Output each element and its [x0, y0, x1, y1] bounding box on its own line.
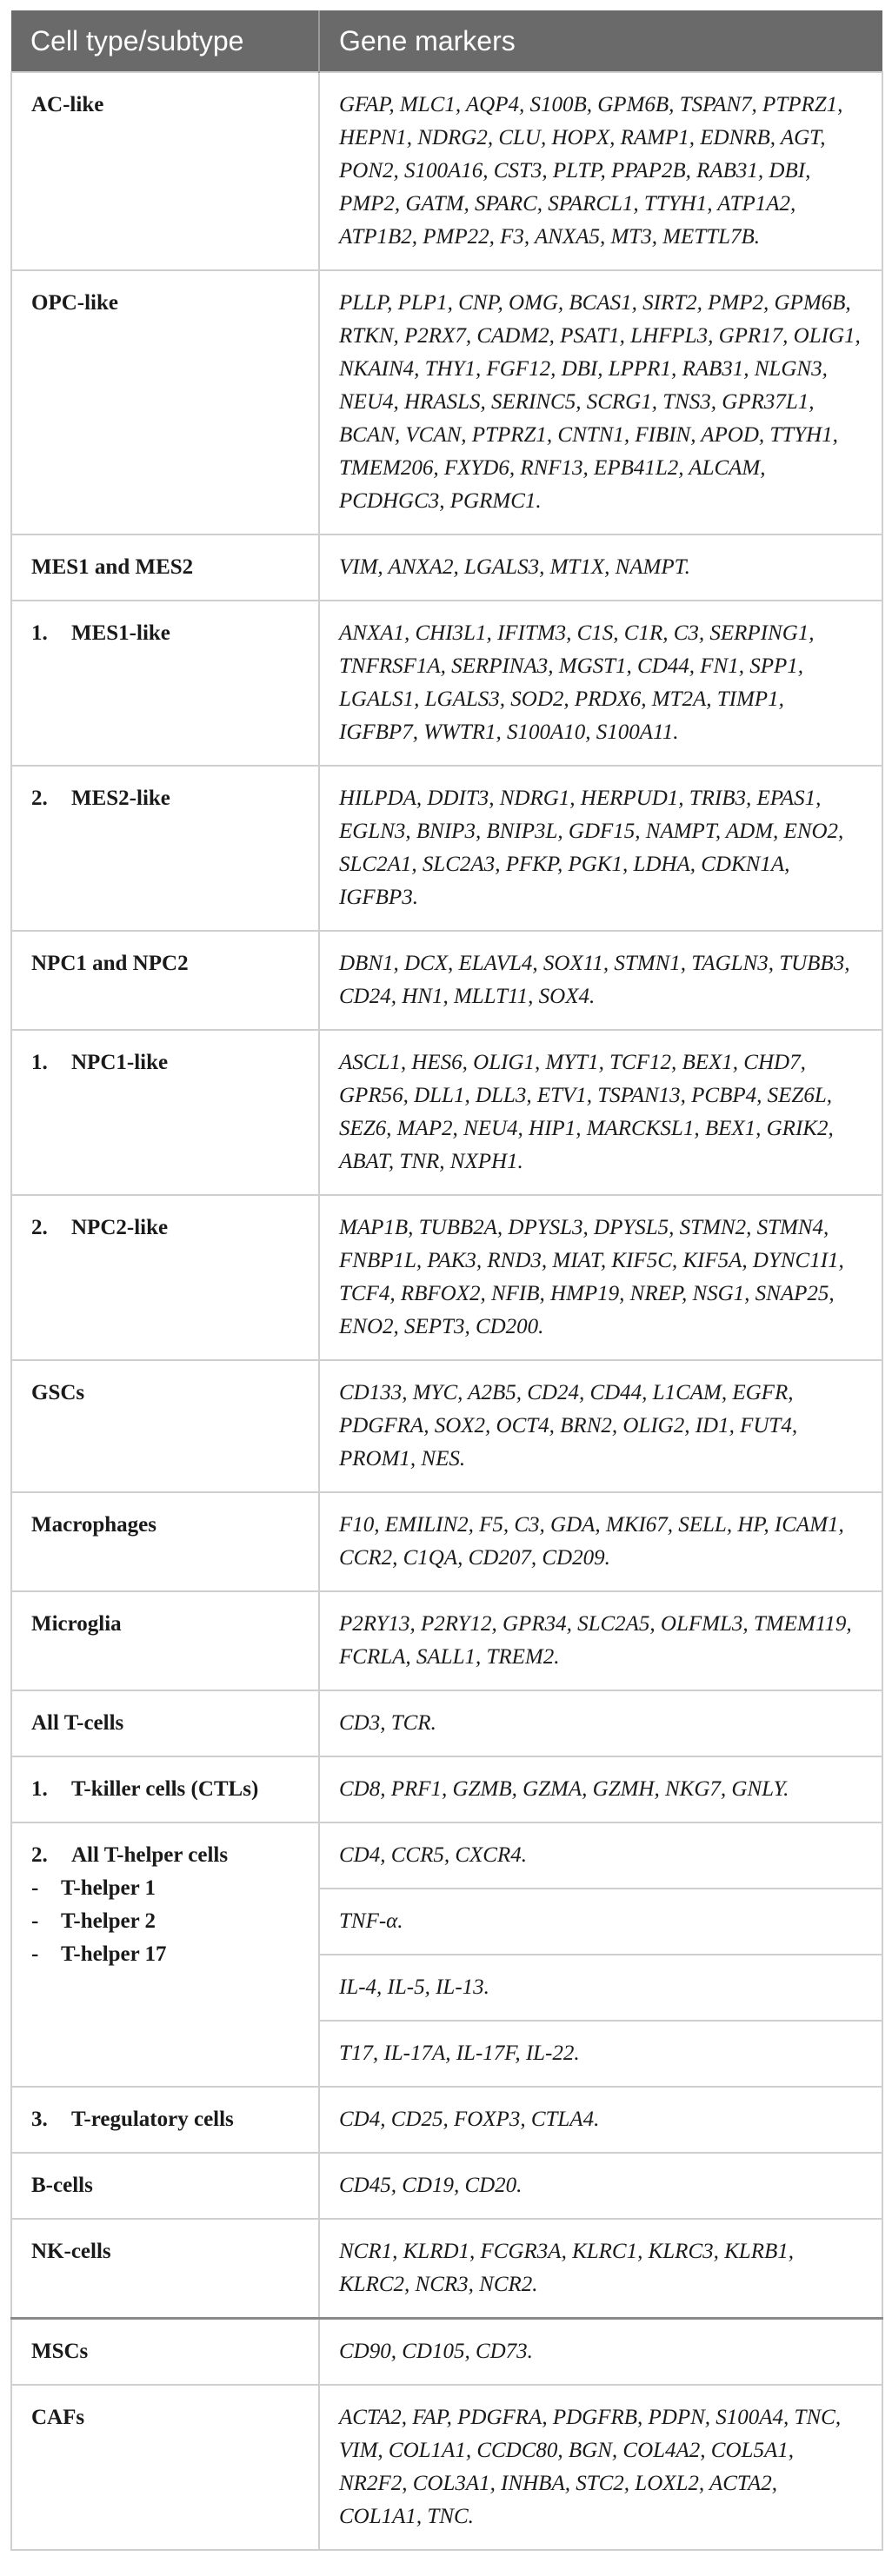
item-number: 2.	[31, 1216, 48, 1239]
gene-markers: MAP1B, TUBB2A, DPYSL3, DPYSL5, STMN2, STMN4, FNBP1L, PAK3, RND3, MIAT, KIF5C, KIF5A, DYNC1I1, TCF4, RBFOX2, NFIB, HMP19, NREP, NSG1, SNAP25, ENO2, SEPT3, CD200.	[319, 1195, 882, 1360]
table-row	[11, 1195, 882, 1360]
gene-markers: ASCL1, HES6, OLIG1, MYT1, TCF12, BEX1, CHD7, GPR56, DLL1, DLL3, ETV1, TSPAN13, PCBP4, SEZ6L, SEZ6, MAP2, NEU4, HIP1, MARCKSL1, BEX1, GRIK2, ABAT, TNR, NXPH1.	[319, 1030, 882, 1195]
table-row	[11, 270, 882, 534]
gene-markers: CD8, PRF1, GZMB, GZMA, GZMH, NKG7, GNLY.	[319, 1756, 882, 1822]
gene-markers: IL-4, IL-5, IL-13.	[319, 1955, 882, 2021]
gene-markers: CD45, CD19, CD20.	[319, 2153, 882, 2219]
gene-markers: CD4, CD25, FOXP3, CTLA4.	[319, 2087, 882, 2153]
cell-type: 1. T-killer cells (CTLs)	[11, 1756, 319, 1822]
gene-marker-table	[10, 10, 883, 2551]
cell-type: GSCs	[11, 1360, 319, 1492]
header-cell-type: Cell type/subtype	[11, 10, 319, 72]
subtype-line: - T-helper 1	[31, 1876, 156, 1900]
gene-markers: TNF-α.	[319, 1889, 882, 1955]
gene-markers: GFAP, MLC1, AQP4, S100B, GPM6B, TSPAN7, PTPRZ1, HEPN1, NDRG2, CLU, HOPX, RAMP1, EDNRB, AGT, PON2, S100A16, CST3, PLTP, PPAP2B, RAB31, DBI, PMP2, GATM, SPARC, SPARCL1, TTYH1, ATP1A2, ATP1B2, PMP22, F3, ANXA5, MT3, METTL7B.	[319, 72, 882, 270]
subtype-line: - T-helper 2	[31, 1909, 156, 1933]
gene-markers: F10, EMILIN2, F5, C3, GDA, MKI67, SELL, HP, ICAM1, CCR2, C1QA, CD207, CD209.	[319, 1492, 882, 1591]
cell-type: 2. NPC2-like	[11, 1195, 319, 1360]
cell-type: NPC1 and NPC2	[11, 931, 319, 1030]
item-number: 1.	[31, 621, 48, 645]
gene-markers: CD4, CCR5, CXCR4.	[319, 1822, 882, 1889]
cell-type: 3. T-regulatory cells	[11, 2087, 319, 2153]
cell-type: Macrophages	[11, 1492, 319, 1591]
header-gene-markers: Gene markers	[319, 10, 882, 72]
table-row	[11, 1030, 882, 1195]
gene-markers: T17, IL-17A, IL-17F, IL-22.	[319, 2021, 882, 2087]
gene-markers: CD133, MYC, A2B5, CD24, CD44, L1CAM, EGFR, PDGFRA, SOX2, OCT4, BRN2, OLIG2, ID1, FUT4, PROM1, NES.	[319, 1360, 882, 1492]
gene-markers: CD3, TCR.	[319, 1690, 882, 1756]
cell-type: B-cells	[11, 2153, 319, 2219]
gene-markers: P2RY13, P2RY12, GPR34, SLC2A5, OLFML3, TMEM119, FCRLA, SALL1, TREM2.	[319, 1591, 882, 1690]
gene-markers: DBN1, DCX, ELAVL4, SOX11, STMN1, TAGLN3, TUBB3, CD24, HN1, MLLT11, SOX4.	[319, 931, 882, 1030]
table-row	[11, 1591, 882, 1690]
table-header-row	[11, 10, 882, 72]
cell-type-t-helper: 2. All T-helper cells - T-helper 1 - T-helper 2 - T-helper 17	[11, 1822, 319, 2087]
table-row	[11, 766, 882, 931]
cell-type: AC-like	[11, 72, 319, 270]
cell-type: 2. MES2-like	[11, 766, 319, 931]
table-row	[11, 72, 882, 270]
gene-markers: PLLP, PLP1, CNP, OMG, BCAS1, SIRT2, PMP2, GPM6B, RTKN, P2RX7, CADM2, PSAT1, LHFPL3, GPR17, OLIG1, NKAIN4, THY1, FGF12, DBI, LPPR1, RAB31, NLGN3, NEU4, HRASLS, SERINC5, SCRG1, TNS3, GPR37L1, BCAN, VCAN, PTPRZ1, CNTN1, FIBIN, APOD, TTYH1, TMEM206, FXYD6, RNF13, EPB41L2, ALCAM, PCDHGC3, PGRMC1.	[319, 270, 882, 534]
cell-type: MSCs	[11, 2319, 319, 2386]
item-number: 1.	[31, 1777, 48, 1801]
item-number: 2.	[31, 787, 48, 810]
gene-markers: VIM, ANXA2, LGALS3, MT1X, NAMPT.	[319, 534, 882, 601]
cell-type: All T-cells	[11, 1690, 319, 1756]
table-row	[11, 2319, 882, 2386]
cell-type: 1. MES1-like	[11, 601, 319, 766]
cell-type: MES1 and MES2	[11, 534, 319, 601]
cell-type: Microglia	[11, 1591, 319, 1690]
item-number: 1.	[31, 1051, 48, 1074]
table-row	[11, 1360, 882, 1492]
table-row	[11, 1756, 882, 1822]
gene-markers: HILPDA, DDIT3, NDRG1, HERPUD1, TRIB3, EPAS1, EGLN3, BNIP3, BNIP3L, GDF15, NAMPT, ADM, ENO2, SLC2A1, SLC2A3, PFKP, PGK1, LDHA, CDKN1A, IGFBP3.	[319, 766, 882, 931]
subtype-line: - T-helper 17	[31, 1942, 167, 1966]
cell-type: CAFs	[11, 2385, 319, 2550]
gene-markers: CD90, CD105, CD73.	[319, 2319, 882, 2386]
cell-type: NK-cells	[11, 2219, 319, 2319]
table-row	[11, 931, 882, 1030]
table-row	[11, 2385, 882, 2550]
table-row	[11, 2087, 882, 2153]
table-row	[11, 2219, 882, 2319]
table-row	[11, 1822, 882, 1889]
item-number: 3.	[31, 2108, 48, 2131]
table-row	[11, 601, 882, 766]
cell-type: 1. NPC1-like	[11, 1030, 319, 1195]
cell-type: OPC-like	[11, 270, 319, 534]
gene-markers: ACTA2, FAP, PDGFRA, PDGFRB, PDPN, S100A4, TNC, VIM, COL1A1, CCDC80, BGN, COL4A2, COL5A1, NR2F2, COL3A1, INHBA, STC2, LOXL2, ACTA2, COL1A1, TNC.	[319, 2385, 882, 2550]
table-row	[11, 534, 882, 601]
table-row	[11, 1492, 882, 1591]
table-row	[11, 1690, 882, 1756]
gene-markers: ANXA1, CHI3L1, IFITM3, C1S, C1R, C3, SERPING1, TNFRSF1A, SERPINA3, MGST1, CD44, FN1, SPP1, LGALS1, LGALS3, SOD2, PRDX6, MT2A, TIMP1, IGFBP7, WWTR1, S100A10, S100A11.	[319, 601, 882, 766]
item-number: 2.	[31, 1843, 48, 1867]
table-row	[11, 2153, 882, 2219]
gene-markers: NCR1, KLRD1, FCGR3A, KLRC1, KLRC3, KLRB1, KLRC2, NCR3, NCR2.	[319, 2219, 882, 2319]
